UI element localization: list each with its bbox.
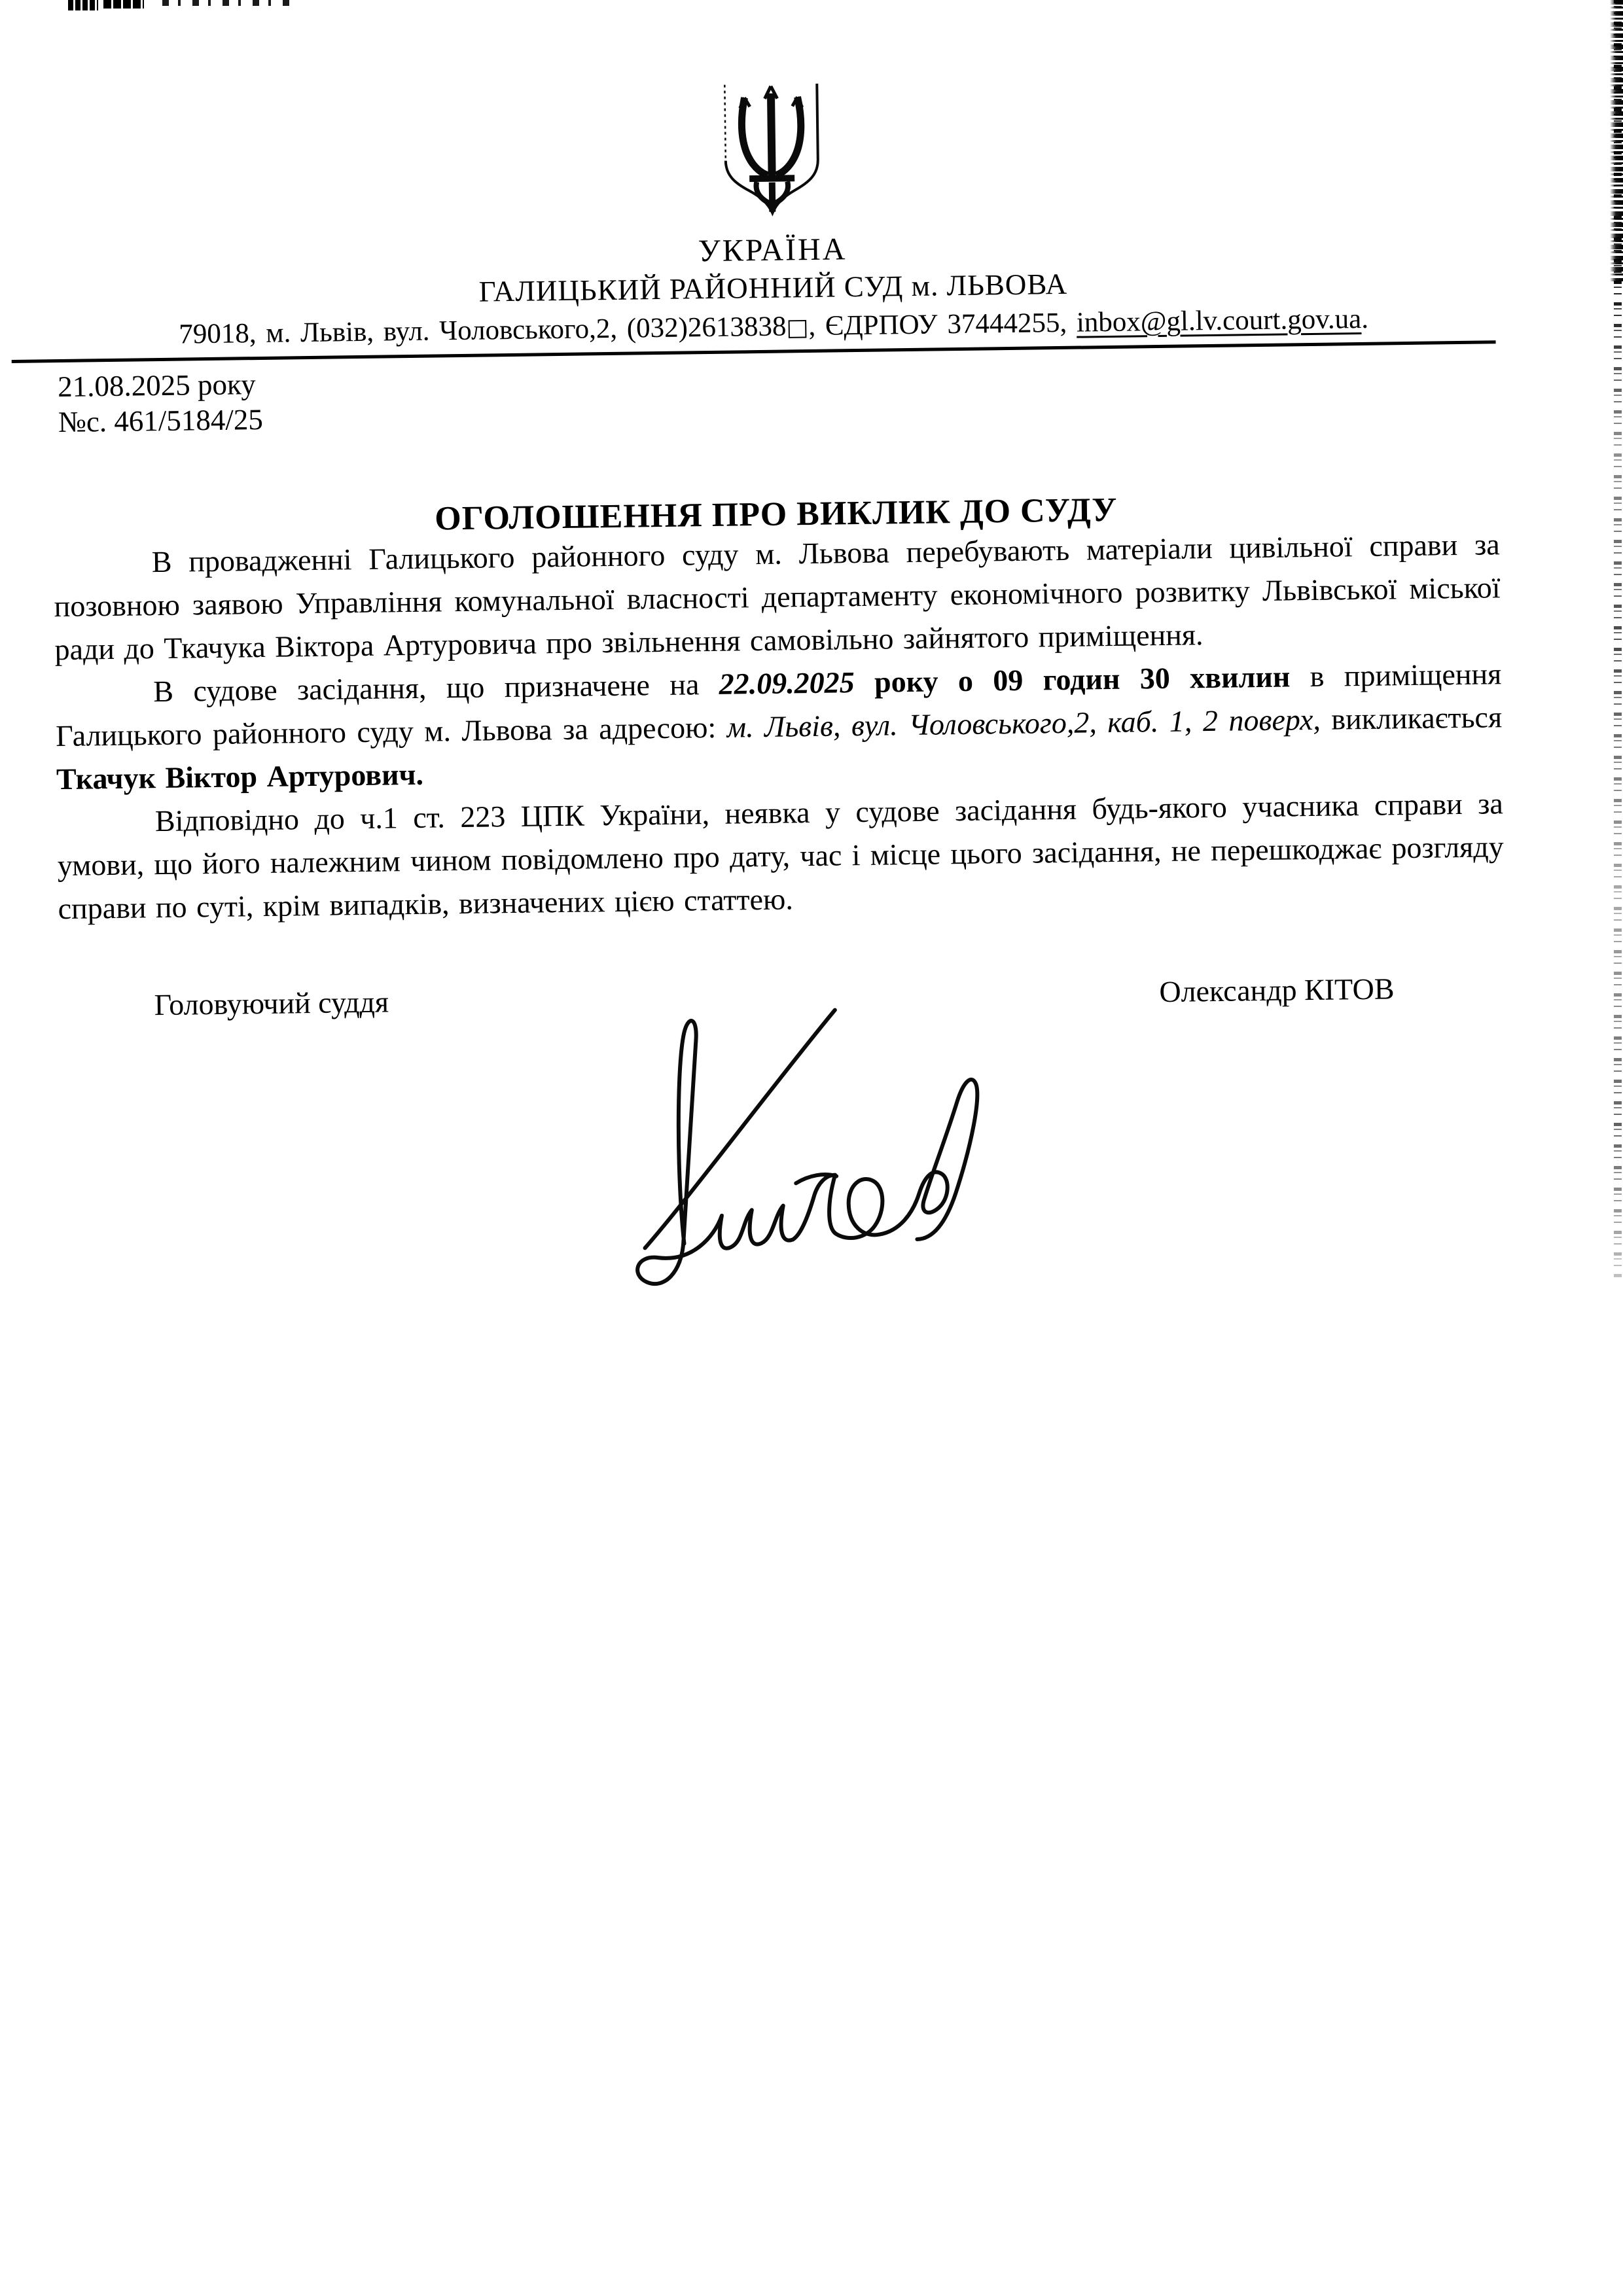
case-number: №с. 461/5184/25 [58, 402, 264, 439]
scan-artifact-top-edge [103, 0, 144, 9]
address-text: . [1361, 303, 1369, 334]
paragraph-hearing-info [55, 652, 1503, 801]
address-text: , ЄДРПОУ 37444255, [808, 307, 1077, 342]
summons-text: викликається [1320, 700, 1503, 736]
hearing-date: 22.09.2025 [719, 665, 855, 701]
paragraph-legal-notice: Відповідно до ч.1 ст. 223 ЦПК України, неявка у судове засідання будь-якого учасника справи за умови, що його належним чином повідомлено про дату, час і місце цього засідання, не перешкоджає розгляду справи по суті, крім випадків, визначених цією статтею. [57, 786, 1504, 926]
judge-name: Олександр КІТОВ [1159, 972, 1395, 1009]
court-email: inbox@gl.lv.court.gov.ua [1076, 303, 1362, 338]
court-name: ГАЛИЦЬКИЙ РАЙОННИЙ СУД м. ЛЬВОВА [478, 267, 1068, 308]
judge-signature-icon [563, 976, 993, 1316]
missing-glyph-box: □ [786, 314, 809, 342]
country-name: УКРАЇНА [698, 232, 847, 269]
scan-artifact-top-edge [162, 0, 293, 6]
address-text: 79018, м. Львів, вул. Чоловського,2, (032)2613838 [179, 311, 787, 350]
judge-role-label: Головуючий суддя [154, 985, 389, 1022]
coat-of-arms-trident-icon [715, 82, 829, 230]
document-date: 21.08.2025 року [57, 368, 257, 404]
hearing-time: року о 09 годин 30 хвилин [854, 660, 1291, 699]
hearing-address: м. Львів, вул. Чоловського,2, каб. 1, 2 поверх, [726, 702, 1321, 744]
hearing-intro-text: В судове засідання, що призначене на [153, 667, 720, 709]
hearing-location-intro: в приміщення Галицького районного суду м. Львова за адресою: [55, 657, 1502, 753]
paragraph-case-info: В провадженні Галицького районного суду м. Львова перебувають матеріали цивільної справи за позовною заявою Управління комунальної власності департаменту економічного розвитку Львівської міської ради до Ткачука Віктора Артуровича про звільнення самовільно зайнятого приміщення. [54, 527, 1501, 667]
document-title: ОГОЛОШЕННЯ ПРО ВИКЛИК ДО СУДУ [434, 491, 1118, 538]
defendant-name: Ткачук Віктор Артурович. [56, 757, 424, 796]
